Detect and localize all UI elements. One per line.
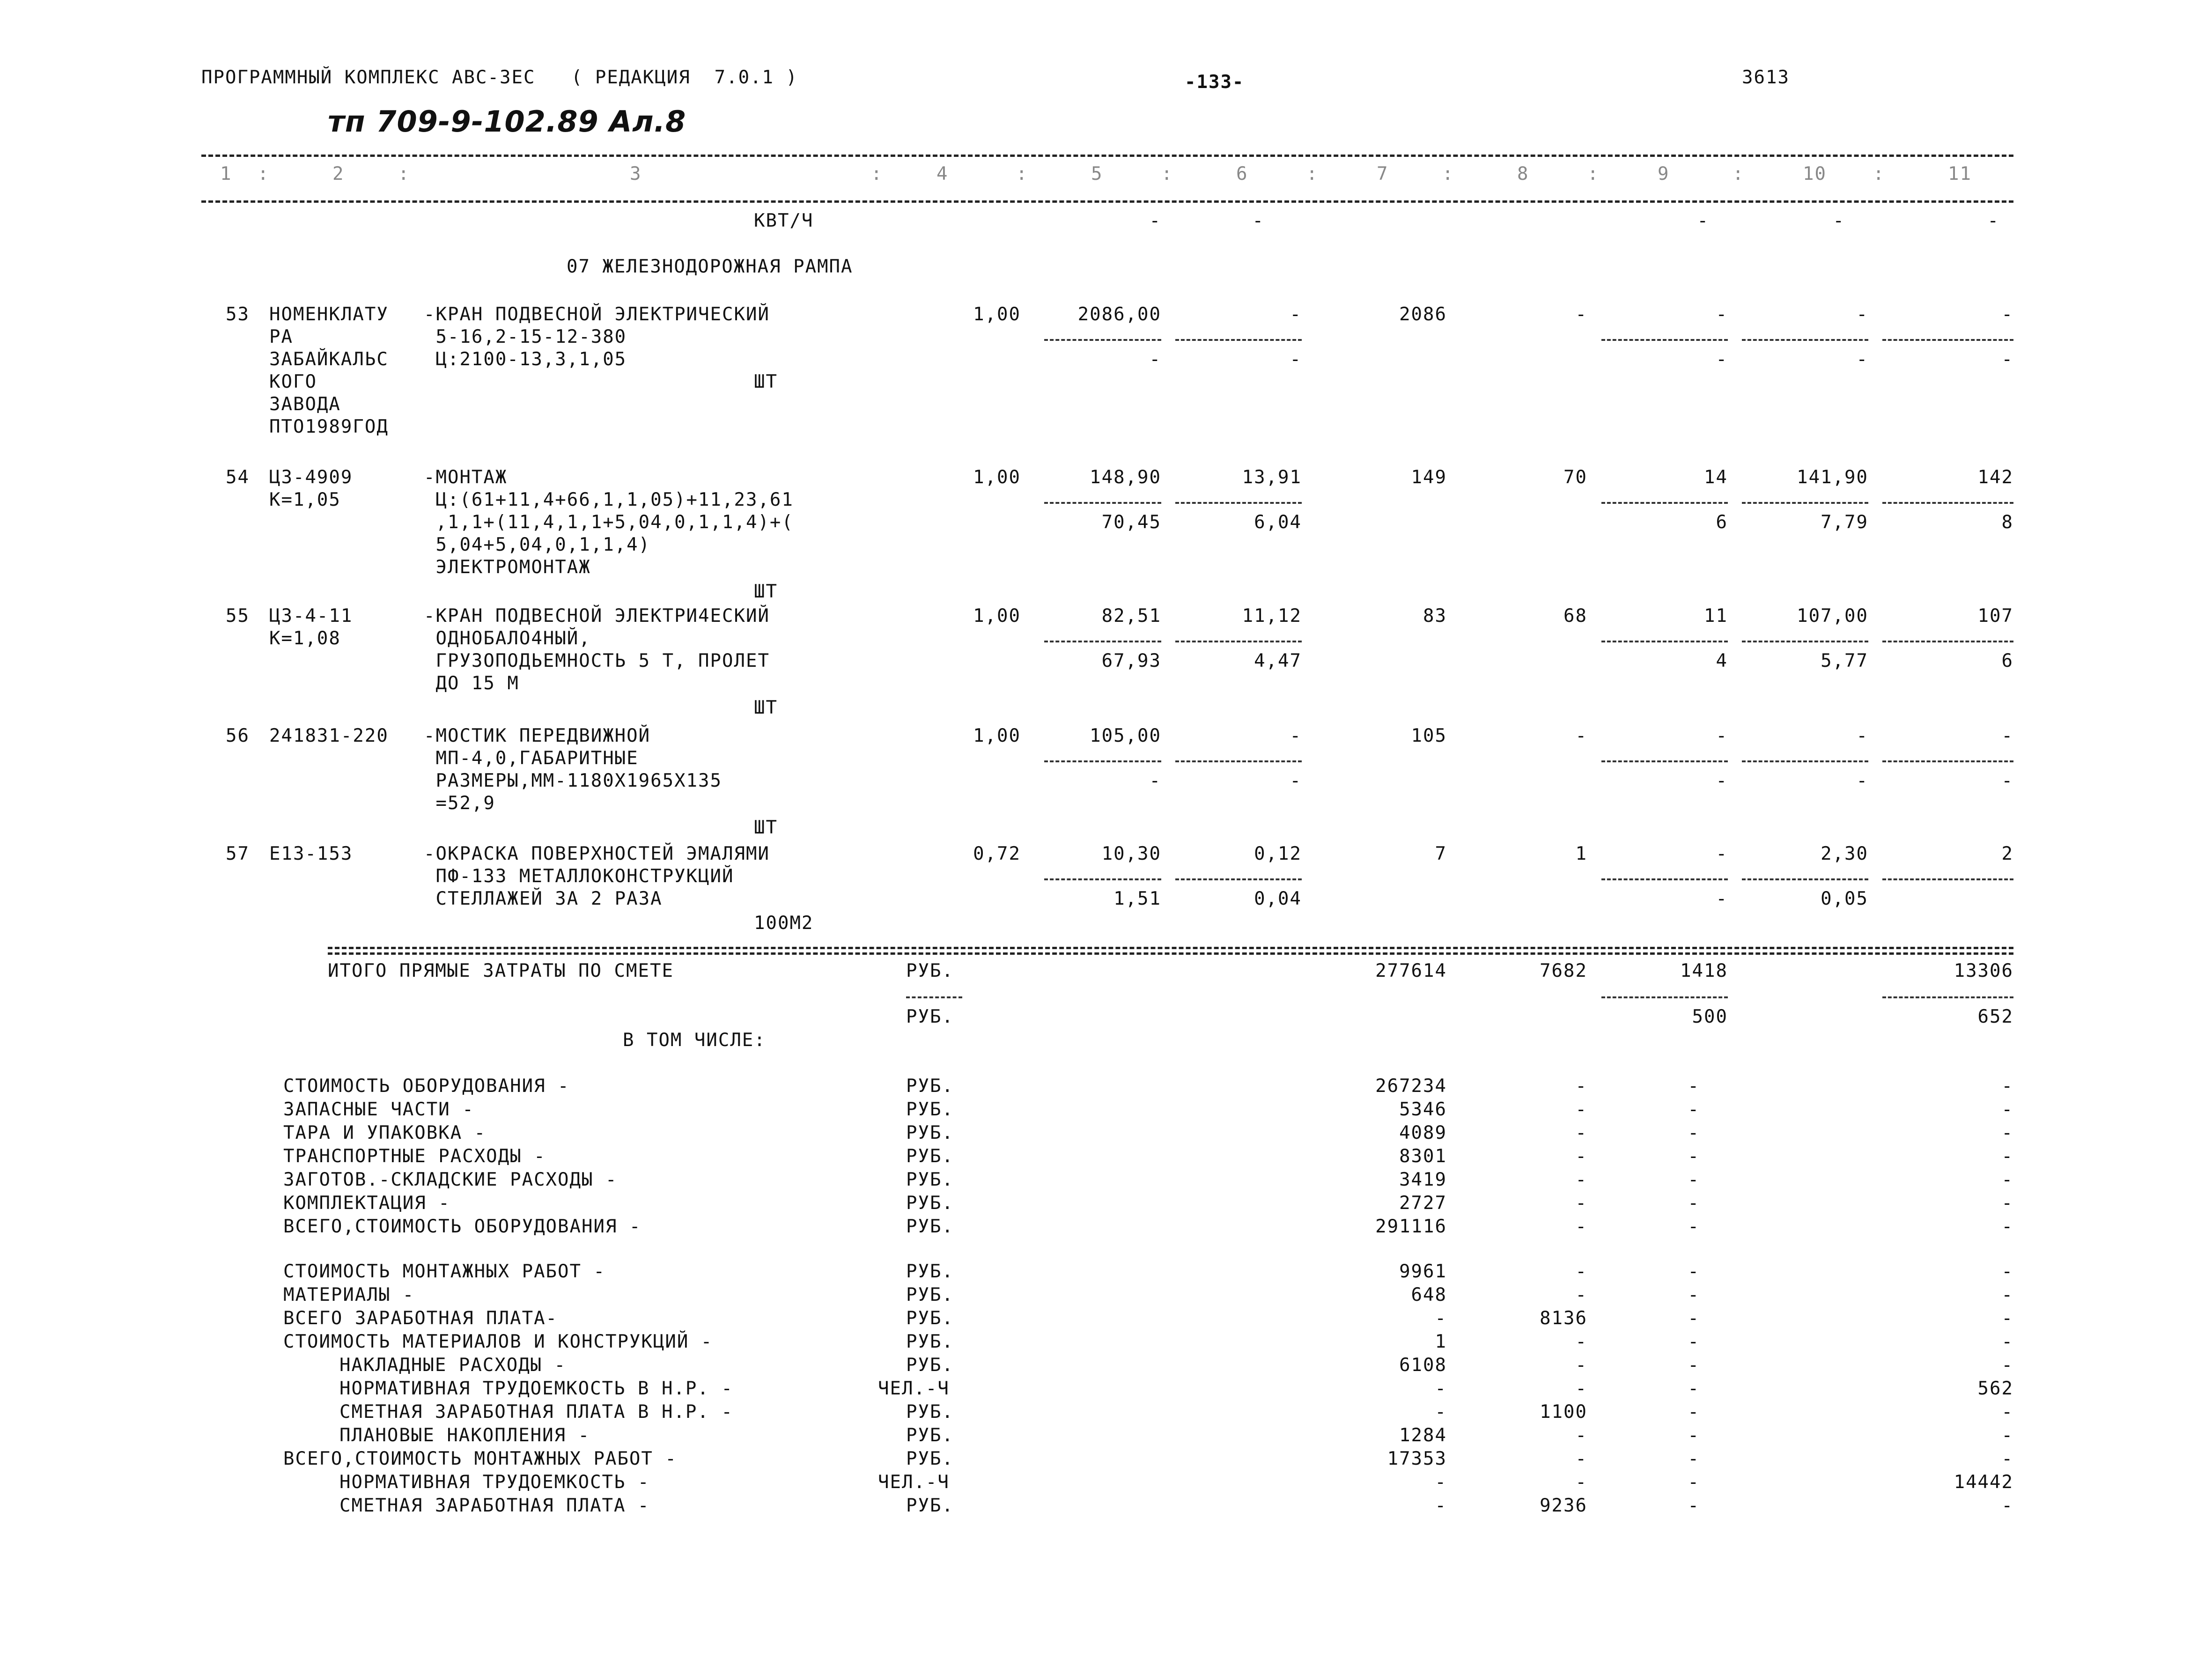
row-c6: 11,12 bbox=[1242, 605, 1302, 627]
breakdown-c11: - bbox=[2001, 1355, 2013, 1376]
row-code-line: Ц3-4-11 bbox=[269, 605, 353, 627]
row-c8: - bbox=[1575, 725, 1587, 746]
breakdown-label: ТРАНСПОРТНЫЕ РАСХОДЫ - bbox=[283, 1146, 546, 1167]
row-rule-c6 bbox=[1175, 502, 1302, 504]
breakdown-c8: - bbox=[1575, 1099, 1587, 1120]
row-rule-c11 bbox=[1882, 641, 2013, 642]
breakdown-c9: - bbox=[1688, 1355, 1700, 1376]
breakdown-c8: - bbox=[1575, 1216, 1587, 1237]
breakdown-label: СМЕТНАЯ ЗАРАБОТНАЯ ПЛАТА В Н.Р. - bbox=[339, 1401, 733, 1423]
breakdown-c9: - bbox=[1688, 1122, 1700, 1143]
row-c9: - bbox=[1716, 304, 1728, 325]
breakdown-unit: РУБ. bbox=[906, 1169, 954, 1190]
breakdown-c8: - bbox=[1575, 1146, 1587, 1167]
row-unit: ШТ bbox=[754, 697, 778, 718]
breakdown-c9: - bbox=[1688, 1261, 1700, 1282]
row-rule-c6 bbox=[1175, 339, 1302, 341]
breakdown-label: ВСЕГО,СТОИМОСТЬ ОБОРУДОВАНИЯ - bbox=[283, 1216, 641, 1237]
row-desc-line: 5-16,2-15-12-380 bbox=[424, 326, 627, 347]
row-unit: ШТ bbox=[754, 371, 778, 392]
breakdown-unit: РУБ. bbox=[906, 1355, 954, 1376]
row-desc-line: ОДНОБАЛО4НЫЙ, bbox=[424, 628, 591, 649]
row-desc-line: -КРАН ПОДВЕСНОЙ ЭЛЕКТРИЧЕСКИЙ bbox=[424, 304, 770, 325]
breakdown-c11: - bbox=[2001, 1193, 2013, 1214]
row-c4: 1,00 bbox=[973, 725, 1021, 746]
breakdown-c8: - bbox=[1575, 1169, 1587, 1190]
totals-c9b: 500 bbox=[1692, 1006, 1728, 1027]
row-c8: 1 bbox=[1575, 843, 1587, 864]
column-header-5: : bbox=[871, 163, 883, 184]
column-header-11: : bbox=[1306, 163, 1319, 184]
breakdown-c7: 1284 bbox=[1399, 1425, 1447, 1446]
breakdown-c9: - bbox=[1688, 1284, 1700, 1305]
column-header-17: : bbox=[1733, 163, 1745, 184]
unit-row-label: КВТ/Ч bbox=[754, 210, 814, 231]
breakdown-c7: - bbox=[1435, 1378, 1447, 1399]
breakdown-c7: 3419 bbox=[1399, 1169, 1447, 1190]
row-desc-line: ГРУЗОПОДЬЕМНОСТЬ 5 Т, ПРОЛЕТ bbox=[424, 650, 770, 671]
breakdown-label: СТОИМОСТЬ МОНТАЖНЫХ РАБОТ - bbox=[283, 1261, 605, 1282]
breakdown-c7: 4089 bbox=[1399, 1122, 1447, 1143]
column-header-6: 4 bbox=[936, 163, 949, 184]
breakdown-c7: - bbox=[1435, 1401, 1447, 1423]
breakdown-c7: 1 bbox=[1435, 1331, 1447, 1352]
breakdown-c11: - bbox=[2001, 1099, 2013, 1120]
program-header: ПРОГРАММНЫЙ КОМПЛЕКС АВС-3ЕС ( РЕДАКЦИЯ 7.0.1 ) bbox=[201, 67, 798, 88]
row-rule-c9 bbox=[1601, 502, 1728, 504]
totals-c11b: 652 bbox=[1977, 1006, 2013, 1027]
row-c11: 107 bbox=[1977, 605, 2013, 627]
breakdown-c7: 291116 bbox=[1375, 1216, 1447, 1237]
row-c10-sub: - bbox=[1856, 349, 1868, 370]
row-c9: - bbox=[1716, 843, 1728, 864]
breakdown-c9: - bbox=[1688, 1378, 1700, 1399]
row-rule-c10 bbox=[1742, 641, 1868, 642]
row-c9-sub: - bbox=[1716, 349, 1728, 370]
breakdown-c7: 17353 bbox=[1387, 1448, 1447, 1469]
unit-row-c6: - bbox=[1252, 210, 1264, 231]
column-header-2: 2 bbox=[332, 163, 345, 184]
row-rule-c9 bbox=[1601, 641, 1728, 642]
unit-row-c5: - bbox=[1149, 210, 1161, 231]
row-c10-sub: - bbox=[1856, 770, 1868, 791]
breakdown-c9: - bbox=[1688, 1425, 1700, 1446]
totals-c9: 1418 bbox=[1680, 960, 1728, 981]
row-c5-sub: 70,45 bbox=[1101, 512, 1161, 533]
unit-row-c11: - bbox=[1987, 210, 1999, 231]
breakdown-c9: - bbox=[1688, 1099, 1700, 1120]
column-header-4: 3 bbox=[630, 163, 642, 184]
row-c7: 83 bbox=[1423, 605, 1447, 627]
row-code-line: ЗАВОДА bbox=[269, 394, 341, 415]
row-c4: 0,72 bbox=[973, 843, 1021, 864]
row-c9-sub: - bbox=[1716, 770, 1728, 791]
breakdown-label: МАТЕРИАЛЫ - bbox=[283, 1284, 415, 1305]
row-c8: - bbox=[1575, 304, 1587, 325]
breakdown-c9: - bbox=[1688, 1472, 1700, 1493]
breakdown-label: ЗАГОТОВ.-СКЛАДСКИЕ РАСХОДЫ - bbox=[283, 1169, 618, 1190]
breakdown-label: НОРМАТИВНАЯ ТРУДОЕМКОСТЬ В Н.Р. - bbox=[339, 1378, 733, 1399]
totals-sub-rule-c9 bbox=[1601, 996, 1728, 998]
row-c9: - bbox=[1716, 725, 1728, 746]
row-number: 55 bbox=[226, 605, 250, 627]
breakdown-c8: - bbox=[1575, 1261, 1587, 1282]
row-c9-sub: - bbox=[1716, 888, 1728, 909]
row-c11: - bbox=[2001, 725, 2013, 746]
breakdown-c11: - bbox=[2001, 1169, 2013, 1190]
row-desc-line: РАЗМЕРЫ,ММ-1180Х1965Х135 bbox=[424, 770, 722, 791]
totals-unit-1: РУБ. bbox=[906, 960, 954, 981]
breakdown-c7: 5346 bbox=[1399, 1099, 1447, 1120]
row-c6-sub: 4,47 bbox=[1254, 650, 1302, 671]
breakdown-c11: - bbox=[2001, 1261, 2013, 1282]
breakdown-c8: - bbox=[1575, 1284, 1587, 1305]
breakdown-c11: - bbox=[2001, 1495, 2013, 1516]
row-c11-sub: 6 bbox=[2001, 650, 2013, 671]
row-number: 56 bbox=[226, 725, 250, 746]
row-desc-line: СТЕЛЛАЖЕЙ ЗА 2 РАЗА bbox=[424, 888, 663, 909]
row-rule-c5 bbox=[1044, 641, 1161, 642]
breakdown-unit: ЧЕЛ.-Ч bbox=[878, 1472, 950, 1493]
totals-sub-rule-c11 bbox=[1882, 996, 2013, 998]
breakdown-c7: 9961 bbox=[1399, 1261, 1447, 1282]
breakdown-unit: РУБ. bbox=[906, 1076, 954, 1097]
totals-c7: 277614 bbox=[1375, 960, 1447, 981]
row-desc-line: 5,04+5,04,0,1,1,4) bbox=[424, 534, 651, 555]
row-code-line: К=1,08 bbox=[269, 628, 341, 649]
breakdown-label: КОМПЛЕКТАЦИЯ - bbox=[283, 1193, 450, 1214]
breakdown-unit: РУБ. bbox=[906, 1099, 954, 1120]
column-header-19: : bbox=[1873, 163, 1885, 184]
breakdown-c11: 562 bbox=[1977, 1378, 2013, 1399]
row-desc-line: ДО 15 М bbox=[424, 673, 519, 694]
row-code-line: НОМЕНКЛАТУ bbox=[269, 304, 389, 325]
row-c6: 0,12 bbox=[1254, 843, 1302, 864]
row-c11: 142 bbox=[1977, 467, 2013, 488]
breakdown-unit: РУБ. bbox=[906, 1425, 954, 1446]
row-c9: 14 bbox=[1704, 467, 1728, 488]
breakdown-c7: - bbox=[1435, 1472, 1447, 1493]
row-rule-c9 bbox=[1601, 339, 1728, 341]
breakdown-unit: РУБ. bbox=[906, 1495, 954, 1516]
breakdown-c8: 9236 bbox=[1540, 1495, 1587, 1516]
breakdown-c9: - bbox=[1688, 1193, 1700, 1214]
breakdown-c9: - bbox=[1688, 1169, 1700, 1190]
breakdown-unit: РУБ. bbox=[906, 1331, 954, 1352]
column-header-12: 7 bbox=[1377, 163, 1389, 184]
handwritten-project-code: тп 709-9-102.89 Ал.8 bbox=[328, 104, 686, 139]
breakdown-unit: РУБ. bbox=[906, 1146, 954, 1167]
row-c5: 10,30 bbox=[1101, 843, 1161, 864]
totals-rule-1 bbox=[328, 947, 2013, 949]
row-c4: 1,00 bbox=[973, 605, 1021, 627]
breakdown-c7: 8301 bbox=[1399, 1146, 1447, 1167]
breakdown-c8: - bbox=[1575, 1193, 1587, 1214]
row-code-line: К=1,05 bbox=[269, 489, 341, 510]
row-desc-line: -МОНТАЖ bbox=[424, 467, 508, 488]
section-title: 07 ЖЕЛЕЗНОДОРОЖНАЯ РАМПА bbox=[567, 256, 853, 277]
row-desc-line: МП-4,0,ГАБАРИТНЫЕ bbox=[424, 748, 639, 769]
breakdown-unit: РУБ. bbox=[906, 1122, 954, 1143]
breakdown-c9: - bbox=[1688, 1401, 1700, 1423]
breakdown-label: НОРМАТИВНАЯ ТРУДОЕМКОСТЬ - bbox=[339, 1472, 650, 1493]
breakdown-c8: - bbox=[1575, 1448, 1587, 1469]
breakdown-label: ВСЕГО,СТОИМОСТЬ МОНТАЖНЫХ РАБОТ - bbox=[283, 1448, 677, 1469]
row-c10-sub: 7,79 bbox=[1821, 512, 1868, 533]
row-rule-c5 bbox=[1044, 502, 1161, 504]
row-c4: 1,00 bbox=[973, 467, 1021, 488]
breakdown-c8: - bbox=[1575, 1355, 1587, 1376]
row-c6-sub: - bbox=[1290, 349, 1302, 370]
row-c7: 149 bbox=[1411, 467, 1447, 488]
row-desc-line: -КРАН ПОДВЕСНОЙ ЭЛЕКТРИ4ЕСКИЙ bbox=[424, 605, 770, 627]
row-c9: 11 bbox=[1704, 605, 1728, 627]
row-rule-c10 bbox=[1742, 760, 1868, 762]
row-c6: - bbox=[1290, 725, 1302, 746]
row-number: 57 bbox=[226, 843, 250, 864]
top-rule bbox=[201, 155, 2013, 157]
row-c7: 7 bbox=[1435, 843, 1447, 864]
row-c8: 70 bbox=[1563, 467, 1587, 488]
breakdown-c11: - bbox=[2001, 1448, 2013, 1469]
row-rule-c10 bbox=[1742, 339, 1868, 341]
row-c9-sub: 4 bbox=[1716, 650, 1728, 671]
row-number: 54 bbox=[226, 467, 250, 488]
breakdown-unit: РУБ. bbox=[906, 1448, 954, 1469]
row-rule-c5 bbox=[1044, 760, 1161, 762]
row-c8: 68 bbox=[1563, 605, 1587, 627]
row-code-line: ЗАБАЙКАЛЬС bbox=[269, 349, 389, 370]
breakdown-unit: РУБ. bbox=[906, 1284, 954, 1305]
row-rule-c9 bbox=[1601, 878, 1728, 880]
row-desc-line: -МОСТИК ПЕРЕДВИЖНОЙ bbox=[424, 725, 651, 746]
row-c6-sub: 6,04 bbox=[1254, 512, 1302, 533]
breakdown-c7: 6108 bbox=[1399, 1355, 1447, 1376]
column-header-13: : bbox=[1442, 163, 1454, 184]
row-number: 53 bbox=[226, 304, 250, 325]
row-rule-c10 bbox=[1742, 502, 1868, 504]
totals-sub-rule-unit bbox=[906, 996, 962, 998]
row-desc-line: Ц:2100-13,3,1,05 bbox=[424, 349, 627, 370]
row-c5-sub: 1,51 bbox=[1113, 888, 1161, 909]
totals-unit-2: РУБ. bbox=[906, 1006, 954, 1027]
row-c5-sub: - bbox=[1149, 349, 1161, 370]
row-c11: - bbox=[2001, 304, 2013, 325]
row-rule-c6 bbox=[1175, 878, 1302, 880]
row-rule-c9 bbox=[1601, 760, 1728, 762]
breakdown-c8: - bbox=[1575, 1122, 1587, 1143]
breakdown-unit: РУБ. bbox=[906, 1308, 954, 1329]
row-rule-c11 bbox=[1882, 339, 2013, 341]
column-header-7: : bbox=[1016, 163, 1028, 184]
breakdown-c9: - bbox=[1688, 1495, 1700, 1516]
row-c5: 148,90 bbox=[1090, 467, 1161, 488]
breakdown-label: СМЕТНАЯ ЗАРАБОТНАЯ ПЛАТА - bbox=[339, 1495, 650, 1516]
breakdown-c11: - bbox=[2001, 1308, 2013, 1329]
breakdown-label: ВСЕГО ЗАРАБОТНАЯ ПЛАТА- bbox=[283, 1308, 558, 1329]
row-code-line: РА bbox=[269, 326, 293, 347]
breakdown-unit: ЧЕЛ.-Ч bbox=[878, 1378, 950, 1399]
row-c10: - bbox=[1856, 725, 1868, 746]
unit-row-c9: - bbox=[1697, 210, 1709, 231]
column-header-0: 1 bbox=[220, 163, 232, 184]
breakdown-c11: - bbox=[2001, 1122, 2013, 1143]
row-c9-sub: 6 bbox=[1716, 512, 1728, 533]
breakdown-label: СТОИМОСТЬ МАТЕРИАЛОВ И КОНСТРУКЦИЙ - bbox=[283, 1331, 713, 1352]
breakdown-c11: - bbox=[2001, 1284, 2013, 1305]
breakdown-c11: - bbox=[2001, 1331, 2013, 1352]
column-header-18: 10 bbox=[1803, 163, 1827, 184]
column-header-1: : bbox=[258, 163, 270, 184]
breakdown-c8: - bbox=[1575, 1331, 1587, 1352]
breakdown-c7: 2727 bbox=[1399, 1193, 1447, 1214]
breakdown-c11: 14442 bbox=[1954, 1472, 2013, 1493]
row-c6-sub: 0,04 bbox=[1254, 888, 1302, 909]
row-c11: 2 bbox=[2001, 843, 2013, 864]
breakdown-c8: - bbox=[1575, 1076, 1587, 1097]
row-c5: 82,51 bbox=[1101, 605, 1161, 627]
column-header-8: 5 bbox=[1091, 163, 1103, 184]
breakdown-c8: 8136 bbox=[1540, 1308, 1587, 1329]
breakdown-c9: - bbox=[1688, 1308, 1700, 1329]
column-header-10: 6 bbox=[1236, 163, 1248, 184]
row-rule-c6 bbox=[1175, 641, 1302, 642]
row-c11-sub: - bbox=[2001, 349, 2013, 370]
breakdown-c9: - bbox=[1688, 1076, 1700, 1097]
breakdown-c8: - bbox=[1575, 1472, 1587, 1493]
column-header-rule bbox=[201, 200, 2013, 203]
row-c6: 13,91 bbox=[1242, 467, 1302, 488]
breakdown-unit: РУБ. bbox=[906, 1401, 954, 1423]
column-header-15: : bbox=[1587, 163, 1600, 184]
row-c6: - bbox=[1290, 304, 1302, 325]
column-header-16: 9 bbox=[1658, 163, 1670, 184]
breakdown-unit: РУБ. bbox=[906, 1261, 954, 1282]
breakdown-c11: - bbox=[2001, 1076, 2013, 1097]
breakdown-label: СТОИМОСТЬ ОБОРУДОВАНИЯ - bbox=[283, 1076, 570, 1097]
row-c5: 2086,00 bbox=[1077, 304, 1161, 325]
row-c11-sub: - bbox=[2001, 770, 2013, 791]
row-unit: 100М2 bbox=[754, 913, 814, 934]
breakdown-c11: - bbox=[2001, 1425, 2013, 1446]
row-c10: - bbox=[1856, 304, 1868, 325]
row-code-line: 241831-220 bbox=[269, 725, 389, 746]
breakdown-c8: - bbox=[1575, 1425, 1587, 1446]
column-header-14: 8 bbox=[1517, 163, 1529, 184]
row-c10: 2,30 bbox=[1821, 843, 1868, 864]
row-c4: 1,00 bbox=[973, 304, 1021, 325]
row-c7: 2086 bbox=[1399, 304, 1447, 325]
totals-rule-2 bbox=[328, 952, 2013, 955]
breakdown-c8: - bbox=[1575, 1378, 1587, 1399]
breakdown-c7: - bbox=[1435, 1495, 1447, 1516]
row-c10: 141,90 bbox=[1797, 467, 1868, 488]
row-desc-line: ЭЛЕКТРОМОНТАЖ bbox=[424, 557, 591, 578]
column-header-9: : bbox=[1161, 163, 1173, 184]
row-code-line: Е13-153 bbox=[269, 843, 353, 864]
column-header-3: : bbox=[398, 163, 410, 184]
row-rule-c5 bbox=[1044, 878, 1161, 880]
row-rule-c11 bbox=[1882, 760, 2013, 762]
row-rule-c10 bbox=[1742, 878, 1868, 880]
row-desc-line: =52,9 bbox=[424, 793, 495, 814]
totals-c11: 13306 bbox=[1954, 960, 2013, 981]
row-desc-line: ,1,1+(11,4,1,1+5,04,0,1,1,4)+( bbox=[424, 512, 794, 533]
row-c5-sub: - bbox=[1149, 770, 1161, 791]
row-rule-c11 bbox=[1882, 502, 2013, 504]
row-c10-sub: 0,05 bbox=[1821, 888, 1868, 909]
breakdown-c9: - bbox=[1688, 1448, 1700, 1469]
row-c10-sub: 5,77 bbox=[1821, 650, 1868, 671]
breakdown-c9: - bbox=[1688, 1146, 1700, 1167]
breakdown-c7: - bbox=[1435, 1308, 1447, 1329]
row-desc-line: ПФ-133 МЕТАЛЛОКОНСТРУКЦИЙ bbox=[424, 866, 734, 887]
including-label: В ТОМ ЧИСЛЕ: bbox=[623, 1030, 766, 1051]
breakdown-c11: - bbox=[2001, 1401, 2013, 1423]
row-rule-c6 bbox=[1175, 760, 1302, 762]
totals-label: ИТОГО ПРЯМЫЕ ЗАТРАТЫ ПО СМЕТЕ bbox=[328, 960, 674, 981]
breakdown-c9: - bbox=[1688, 1216, 1700, 1237]
breakdown-unit: РУБ. bbox=[906, 1193, 954, 1214]
breakdown-c11: - bbox=[2001, 1216, 2013, 1237]
totals-c8: 7682 bbox=[1540, 960, 1587, 981]
row-c6-sub: - bbox=[1290, 770, 1302, 791]
sheet-number: 3613 bbox=[1742, 67, 1790, 88]
breakdown-label: ЗАПАСНЫЕ ЧАСТИ - bbox=[283, 1099, 474, 1120]
unit-row-c10: - bbox=[1833, 210, 1845, 231]
breakdown-c7: 648 bbox=[1411, 1284, 1447, 1305]
page-number: -133- bbox=[1185, 72, 1245, 93]
row-c10: 107,00 bbox=[1797, 605, 1868, 627]
column-header-20: 11 bbox=[1948, 163, 1972, 184]
breakdown-c9: - bbox=[1688, 1331, 1700, 1352]
row-rule-c5 bbox=[1044, 339, 1161, 341]
row-code-line: ПТО1989ГОД bbox=[269, 416, 389, 437]
breakdown-unit: РУБ. bbox=[906, 1216, 954, 1237]
breakdown-label: НАКЛАДНЫЕ РАСХОДЫ - bbox=[339, 1355, 567, 1376]
row-code-line: КОГО bbox=[269, 371, 317, 392]
row-unit: ШТ bbox=[754, 581, 778, 602]
breakdown-label: ПЛАНОВЫЕ НАКОПЛЕНИЯ - bbox=[339, 1425, 590, 1446]
row-code-line: Ц3-4909 bbox=[269, 467, 353, 488]
row-c11-sub: 8 bbox=[2001, 512, 2013, 533]
row-desc-line: Ц:(61+11,4+66,1,1,05)+11,23,61 bbox=[424, 489, 794, 510]
breakdown-c11: - bbox=[2001, 1146, 2013, 1167]
row-c5: 105,00 bbox=[1090, 725, 1161, 746]
breakdown-c8: 1100 bbox=[1540, 1401, 1587, 1423]
breakdown-c7: 267234 bbox=[1375, 1076, 1447, 1097]
row-desc-line: -ОКРАСКА ПОВЕРХНОСТЕЙ ЭМАЛЯМИ bbox=[424, 843, 770, 864]
row-rule-c11 bbox=[1882, 878, 2013, 880]
row-unit: ШТ bbox=[754, 817, 778, 838]
row-c5-sub: 67,93 bbox=[1101, 650, 1161, 671]
breakdown-label: ТАРА И УПАКОВКА - bbox=[283, 1122, 487, 1143]
row-c7: 105 bbox=[1411, 725, 1447, 746]
